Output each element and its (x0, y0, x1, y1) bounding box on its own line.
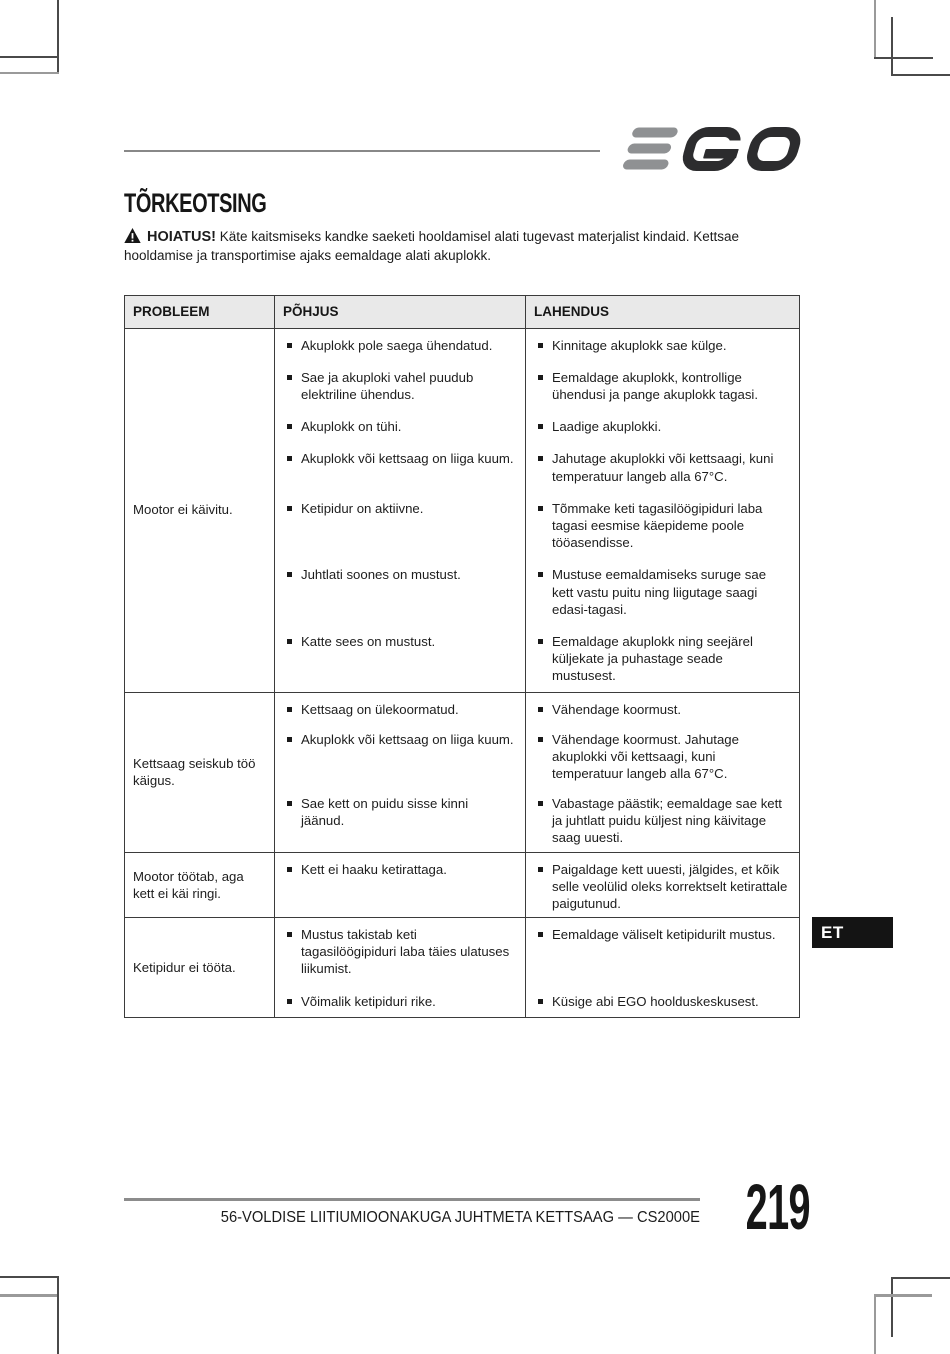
crop-mark (0, 72, 59, 74)
solution-item-text: Mustuse eemaldamiseks suruge sae kett vastu puitu ning liigutage saagi edasi-tagasi. (552, 567, 767, 617)
solution-cell (526, 918, 799, 985)
bullet-icon (287, 506, 292, 511)
footer-rule (124, 1198, 700, 1201)
crop-mark (0, 56, 59, 58)
cause-cell (274, 787, 526, 851)
language-tab: ET (812, 917, 893, 948)
cause-cell (274, 985, 526, 1017)
bullet-icon (538, 737, 543, 742)
solution-item (536, 701, 789, 718)
cause-item-text: Mustus takistab keti tagasilöögipiduri laba täies ulatuses liikumist. (301, 927, 510, 977)
header-cell-solution: LAHENDUS (534, 304, 610, 319)
bullet-icon (287, 707, 292, 712)
solution-item-text: Jahutage akuplokki või kettsaagi, kuni temperatuur langeb alla 67°C. (552, 451, 774, 484)
cause-item-text: Akuplokk pole saega ühendatud. (301, 337, 493, 353)
bullet-icon (538, 343, 543, 348)
logo-e-bars-icon (622, 128, 679, 170)
footer-text: 56-VOLDISE LIITIUMIOONAKUGA JUHTMETA KETTSAAG — CS2000E (220, 1209, 700, 1226)
solution-cell (526, 361, 799, 410)
bullet-icon (538, 867, 543, 872)
cause-item (285, 418, 515, 435)
cause-cell (274, 558, 526, 625)
crop-mark (891, 1277, 893, 1337)
cause-cell (274, 442, 526, 491)
cause-item (285, 369, 515, 403)
cause-item-text: Kett ei haaku ketirattaga. (301, 861, 447, 877)
bullet-icon (287, 867, 292, 872)
bullet-icon (538, 639, 543, 644)
crop-mark (874, 1294, 876, 1354)
problem-cell (125, 918, 274, 1017)
bullet-icon (538, 572, 543, 577)
solution-item (536, 861, 789, 912)
bullet-icon (287, 999, 292, 1004)
warning-label: HOIATUS! (147, 229, 217, 245)
bullet-icon (538, 506, 543, 511)
cause-item-text: Ketipidur on aktiivne. (301, 500, 424, 516)
page-title: TÕRKEOTSING (124, 188, 267, 218)
cause-item (285, 993, 515, 1010)
solution-cell (526, 410, 799, 442)
bullet-icon (538, 801, 543, 806)
solution-item-text: Kinnitage akuplokk sae külge. (552, 337, 727, 353)
table-row (125, 917, 799, 1017)
cause-item (285, 337, 515, 354)
crop-mark (874, 0, 876, 59)
solution-cell (526, 329, 799, 361)
cause-item (285, 633, 515, 650)
bullet-icon (287, 375, 292, 380)
crop-mark (57, 0, 59, 74)
cause-cell (274, 329, 526, 361)
cause-item-text: Juhtlati soones on mustust. (301, 567, 461, 583)
solution-item-text: Eemaldage akuplokk ning seejärel küljekate ja puhastage seade mustusest. (552, 633, 753, 684)
cause-item-text: Akuplokk on tühi. (301, 419, 402, 435)
problem-cell (125, 693, 274, 852)
crop-mark (57, 1276, 59, 1354)
solution-cell (526, 723, 799, 787)
solution-item-text: Laadige akuplokki. (552, 419, 662, 435)
cause-cell (274, 410, 526, 442)
cause-cell (274, 693, 526, 723)
cause-item-text: Akuplokk või kettsaag on liiga kuum. (301, 731, 514, 747)
table-row (125, 692, 799, 852)
solution-item (536, 369, 789, 403)
solution-item (536, 633, 789, 684)
ego-logo (618, 127, 806, 171)
cause-item-text: Katte sees on mustust. (301, 633, 436, 649)
table-row (125, 329, 799, 692)
crop-mark (874, 57, 933, 59)
solution-item (536, 418, 789, 435)
cause-item-text: Akuplokk või kettsaag on liiga kuum. (301, 451, 514, 467)
bullet-icon (287, 737, 292, 742)
solution-item-text: Vabastage päästik; eemaldage sae kett ja juhtlatt puidu küljest ning käivitage saag uuesti. (552, 796, 782, 846)
cause-item-text: Kettsaag on ülekoormatud. (301, 701, 459, 717)
problem-text: Mootor ei käivitu. (133, 502, 233, 518)
solution-item-text: Eemaldage väliselt ketipidurilt mustus. (552, 927, 776, 943)
warning-text: Käte kaitsmiseks kandke saeketi hooldamisel alati tugevast materjalist kindaid. Kettsae hooldamise ja transportimise ajaks eemaldage alati akuplokk. (124, 229, 740, 263)
problem-cell (125, 329, 274, 692)
cause-item (285, 566, 515, 583)
cause-item (285, 926, 515, 977)
bullet-icon (287, 343, 292, 348)
cause-item (285, 500, 515, 517)
solution-item (536, 795, 789, 846)
solution-cell (526, 985, 799, 1017)
cause-cell (274, 918, 526, 985)
warning-paragraph (124, 228, 788, 264)
cause-item (285, 701, 515, 718)
solution-item-text: Paigaldage kett uuesti, jälgides, et kõik selle veolülid oleks korrektselt ketirattale paigutunud. (552, 861, 788, 911)
bullet-icon (538, 456, 543, 461)
cause-cell (274, 625, 526, 692)
solution-item-text: Vähendage koormust. Jahutage akuplokki või kettsaagi, kuni temperatuur langeb alla 67°C. (552, 731, 739, 782)
solution-item (536, 566, 789, 617)
bullet-icon (538, 424, 543, 429)
cause-cell (274, 723, 526, 787)
cause-cell (274, 492, 526, 559)
table-row (125, 852, 799, 917)
crop-mark (0, 1276, 59, 1278)
cause-cell (274, 853, 526, 917)
bullet-icon (538, 707, 543, 712)
solution-cell (526, 442, 799, 491)
cause-item-text: Sae ja akuploki vahel puudub elektriline ühendus. (301, 369, 474, 402)
bullet-icon (287, 639, 292, 644)
page-number: 219 (745, 1171, 810, 1243)
solution-cell (526, 492, 799, 559)
table-header-row (125, 296, 799, 329)
cause-item (285, 795, 515, 829)
solution-item-text: Küsige abi EGO hoolduskeskusest. (552, 993, 759, 1009)
bullet-icon (287, 424, 292, 429)
bullet-icon (538, 932, 543, 937)
header-rule (124, 150, 600, 152)
cause-item-text: Võimalik ketipiduri rike. (301, 993, 436, 1009)
solution-item-text: Eemaldage akuplokk, kontrollige ühendusi ja pange akuplokk tagasi. (552, 369, 759, 402)
troubleshooting-table (124, 295, 800, 1018)
solution-item (536, 926, 789, 943)
solution-item-text: Vähendage koormust. (552, 701, 682, 717)
crop-mark (891, 1277, 950, 1279)
problem-cell (125, 853, 274, 917)
solution-cell (526, 558, 799, 625)
bullet-icon (287, 801, 292, 806)
crop-mark (0, 1294, 59, 1297)
bullet-icon (287, 572, 292, 577)
solution-item (536, 450, 789, 484)
logo-go-letters (685, 132, 799, 166)
solution-item (536, 993, 789, 1010)
bullet-icon (287, 456, 292, 461)
solution-cell (526, 787, 799, 851)
solution-cell (526, 853, 799, 917)
problem-text: Ketipidur ei tööta. (133, 960, 236, 976)
cause-item-text: Sae kett on puidu sisse kinni jäänud. (301, 796, 469, 829)
cause-item (285, 731, 515, 748)
table-body (125, 329, 799, 1018)
solution-item (536, 731, 789, 782)
warning-triangle-icon (124, 228, 141, 243)
solution-item (536, 337, 789, 354)
solution-item-text: Tõmmake keti tagasilöögipiduri laba tagasi eesmise käepideme poole tööasendisse. (552, 500, 763, 551)
problem-text: Kettsaag seiskub töö käigus. (133, 755, 256, 789)
bullet-icon (538, 375, 543, 380)
header-cell-problem: PROBLEEM (133, 304, 210, 319)
cause-item (285, 450, 515, 467)
solution-cell (526, 625, 799, 692)
header-cell-cause: PÕHJUS (274, 296, 526, 328)
solution-cell (526, 693, 799, 723)
cause-item (285, 861, 515, 878)
problem-text: Mootor töötab, aga kett ei käi ringi. (133, 868, 244, 901)
crop-mark (891, 17, 893, 76)
crop-mark (891, 74, 950, 76)
cause-cell (274, 361, 526, 410)
crop-mark (874, 1294, 932, 1297)
solution-item (536, 500, 789, 551)
bullet-icon (287, 932, 292, 937)
bullet-icon (538, 999, 543, 1004)
